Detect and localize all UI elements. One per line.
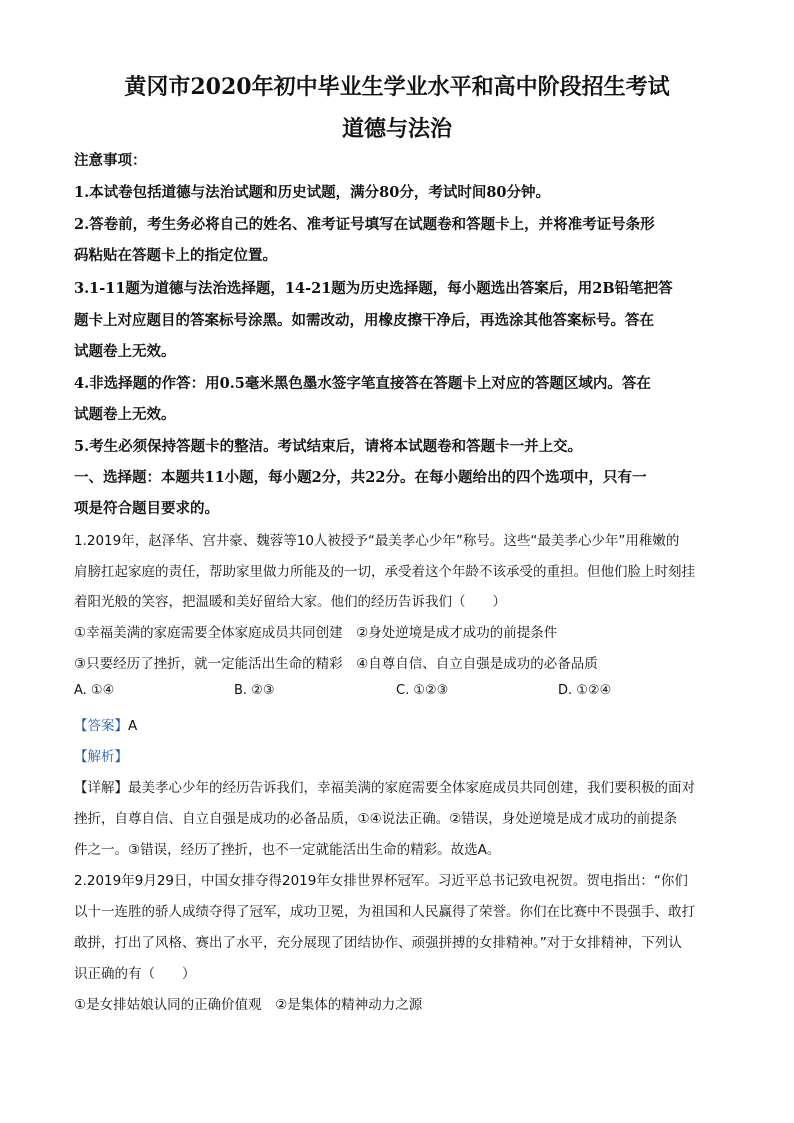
section-heading: 项是符合题目要求的。: [74, 500, 219, 517]
q1-detail-line: [74, 776, 724, 796]
answer-value: A: [128, 718, 138, 734]
q1-stem-line: 1.2019年，赵泽华、宫井豪、魏蓉等10人被授予“最美孝心少年”称号。这些“最美孝心少年”用稚嫩的: [74, 533, 680, 549]
notice-line: 2.答卷前，考生务必将自己的姓名、准考证号填写在试题卷和答题卡上，并将准考证号条形: [74, 216, 655, 233]
notice-line: 试题卷上无效。: [74, 343, 176, 360]
detail-label: 【详解】: [74, 780, 128, 796]
q1-stem-line: 肩膀扛起家庭的责任，帮助家里做力所能及的一切，承受着这个年龄不该承受的重担。但他们脸上时刻挂: [74, 564, 695, 580]
q2-stem-line: 2.2019年9月29日，中国女排夺得2019年女排世界杯冠军。习近平总书记致电祝贺。贺电指出：“你们: [74, 873, 688, 889]
q1-option-a: A. ①④: [74, 683, 115, 698]
detail-text: 最美孝心少年的经历告诉我们，幸福美满的家庭需要全体家庭成员共同创建，我们要积极的面对: [128, 780, 695, 796]
analysis-label: 【解析】: [74, 749, 128, 765]
answer-label: 【答案】: [74, 718, 128, 734]
q2-stem-line: 识正确的有（ ）: [74, 966, 196, 982]
notice-line: 题卡上对应题目的答案标号涂黑。如需改动，用橡皮擦干净后，再选涂其他答案标号。答在: [74, 312, 654, 329]
exam-title: 黄冈市2020年初中毕业生学业水平和高中阶段招生考试: [124, 74, 670, 100]
notice-heading: 注意事项：: [74, 152, 147, 169]
notice-line: 码粘贴在答题卡上的指定位置。: [74, 247, 277, 264]
notice-line: 1.本试卷包括道德与法治试题和历史试题，满分80分，考试时间80分钟。: [74, 184, 550, 201]
notice-line: 试题卷上无效。: [74, 406, 176, 423]
q1-detail-line: 件之一。③错误，经历了挫折，也不一定就能活出生命的精彩。故选A。: [74, 842, 501, 858]
q1-analysis: [74, 745, 724, 765]
notice-line: 4.非选择题的作答：用0.5毫米黑色墨水签字笔直接答在答题卡上对应的答题区域内。答在: [74, 375, 651, 392]
q1-detail-line: 挫折，自尊自信、自立自强是成功的必备品质，①④说法正确。②错误，身处逆境是成才成功的前提条: [74, 811, 678, 827]
q1-answer: [74, 714, 724, 734]
q2-statement: ①是女排姑娘认同的正确价值观 ②是集体的精神动力之源: [74, 997, 423, 1013]
q2-stem-line: 敢拼，打出了风格、赛出了水平，充分展现了团结协作、顽强拼搏的女排精神。”对于女排精神，下列认: [74, 935, 682, 951]
notice-line: 5.考生必须保持答题卡的整洁。考试结束后，请将本试题卷和答题卡一并上交。: [74, 438, 583, 455]
q1-stem-line: 着阳光般的笑容，把温暖和美好留给大家。他们的经历告诉我们（ ）: [74, 594, 506, 610]
section-heading: 一、选择题：本题共11小题，每小题2分，共22分。在每小题给出的四个选项中，只有一: [74, 469, 647, 486]
subject-title: 道德与法治: [341, 116, 452, 142]
notice-line: 3.1-11题为道德与法治选择题，14-21题为历史选择题，每小题选出答案后，用2B铅笔把答: [74, 280, 673, 297]
q2-stem-line: 以十一连胜的骄人成绩夺得了冠军，成功卫冕，为祖国和人民赢得了荣誉。你们在比赛中不畏强手、敢打: [74, 904, 695, 920]
q1-option-c: C. ①②③: [396, 683, 449, 698]
q1-option-d: D. ①②④: [558, 683, 612, 698]
q1-option-b: B. ②③: [234, 683, 275, 698]
q1-statement: ①幸福美满的家庭需要全体家庭成员共同创建 ②身处逆境是成才成功的前提条件: [74, 625, 558, 641]
q1-statement: ③只要经历了挫折，就一定能活出生命的精彩 ④自尊自信、自立自强是成功的必备品质: [74, 656, 598, 672]
